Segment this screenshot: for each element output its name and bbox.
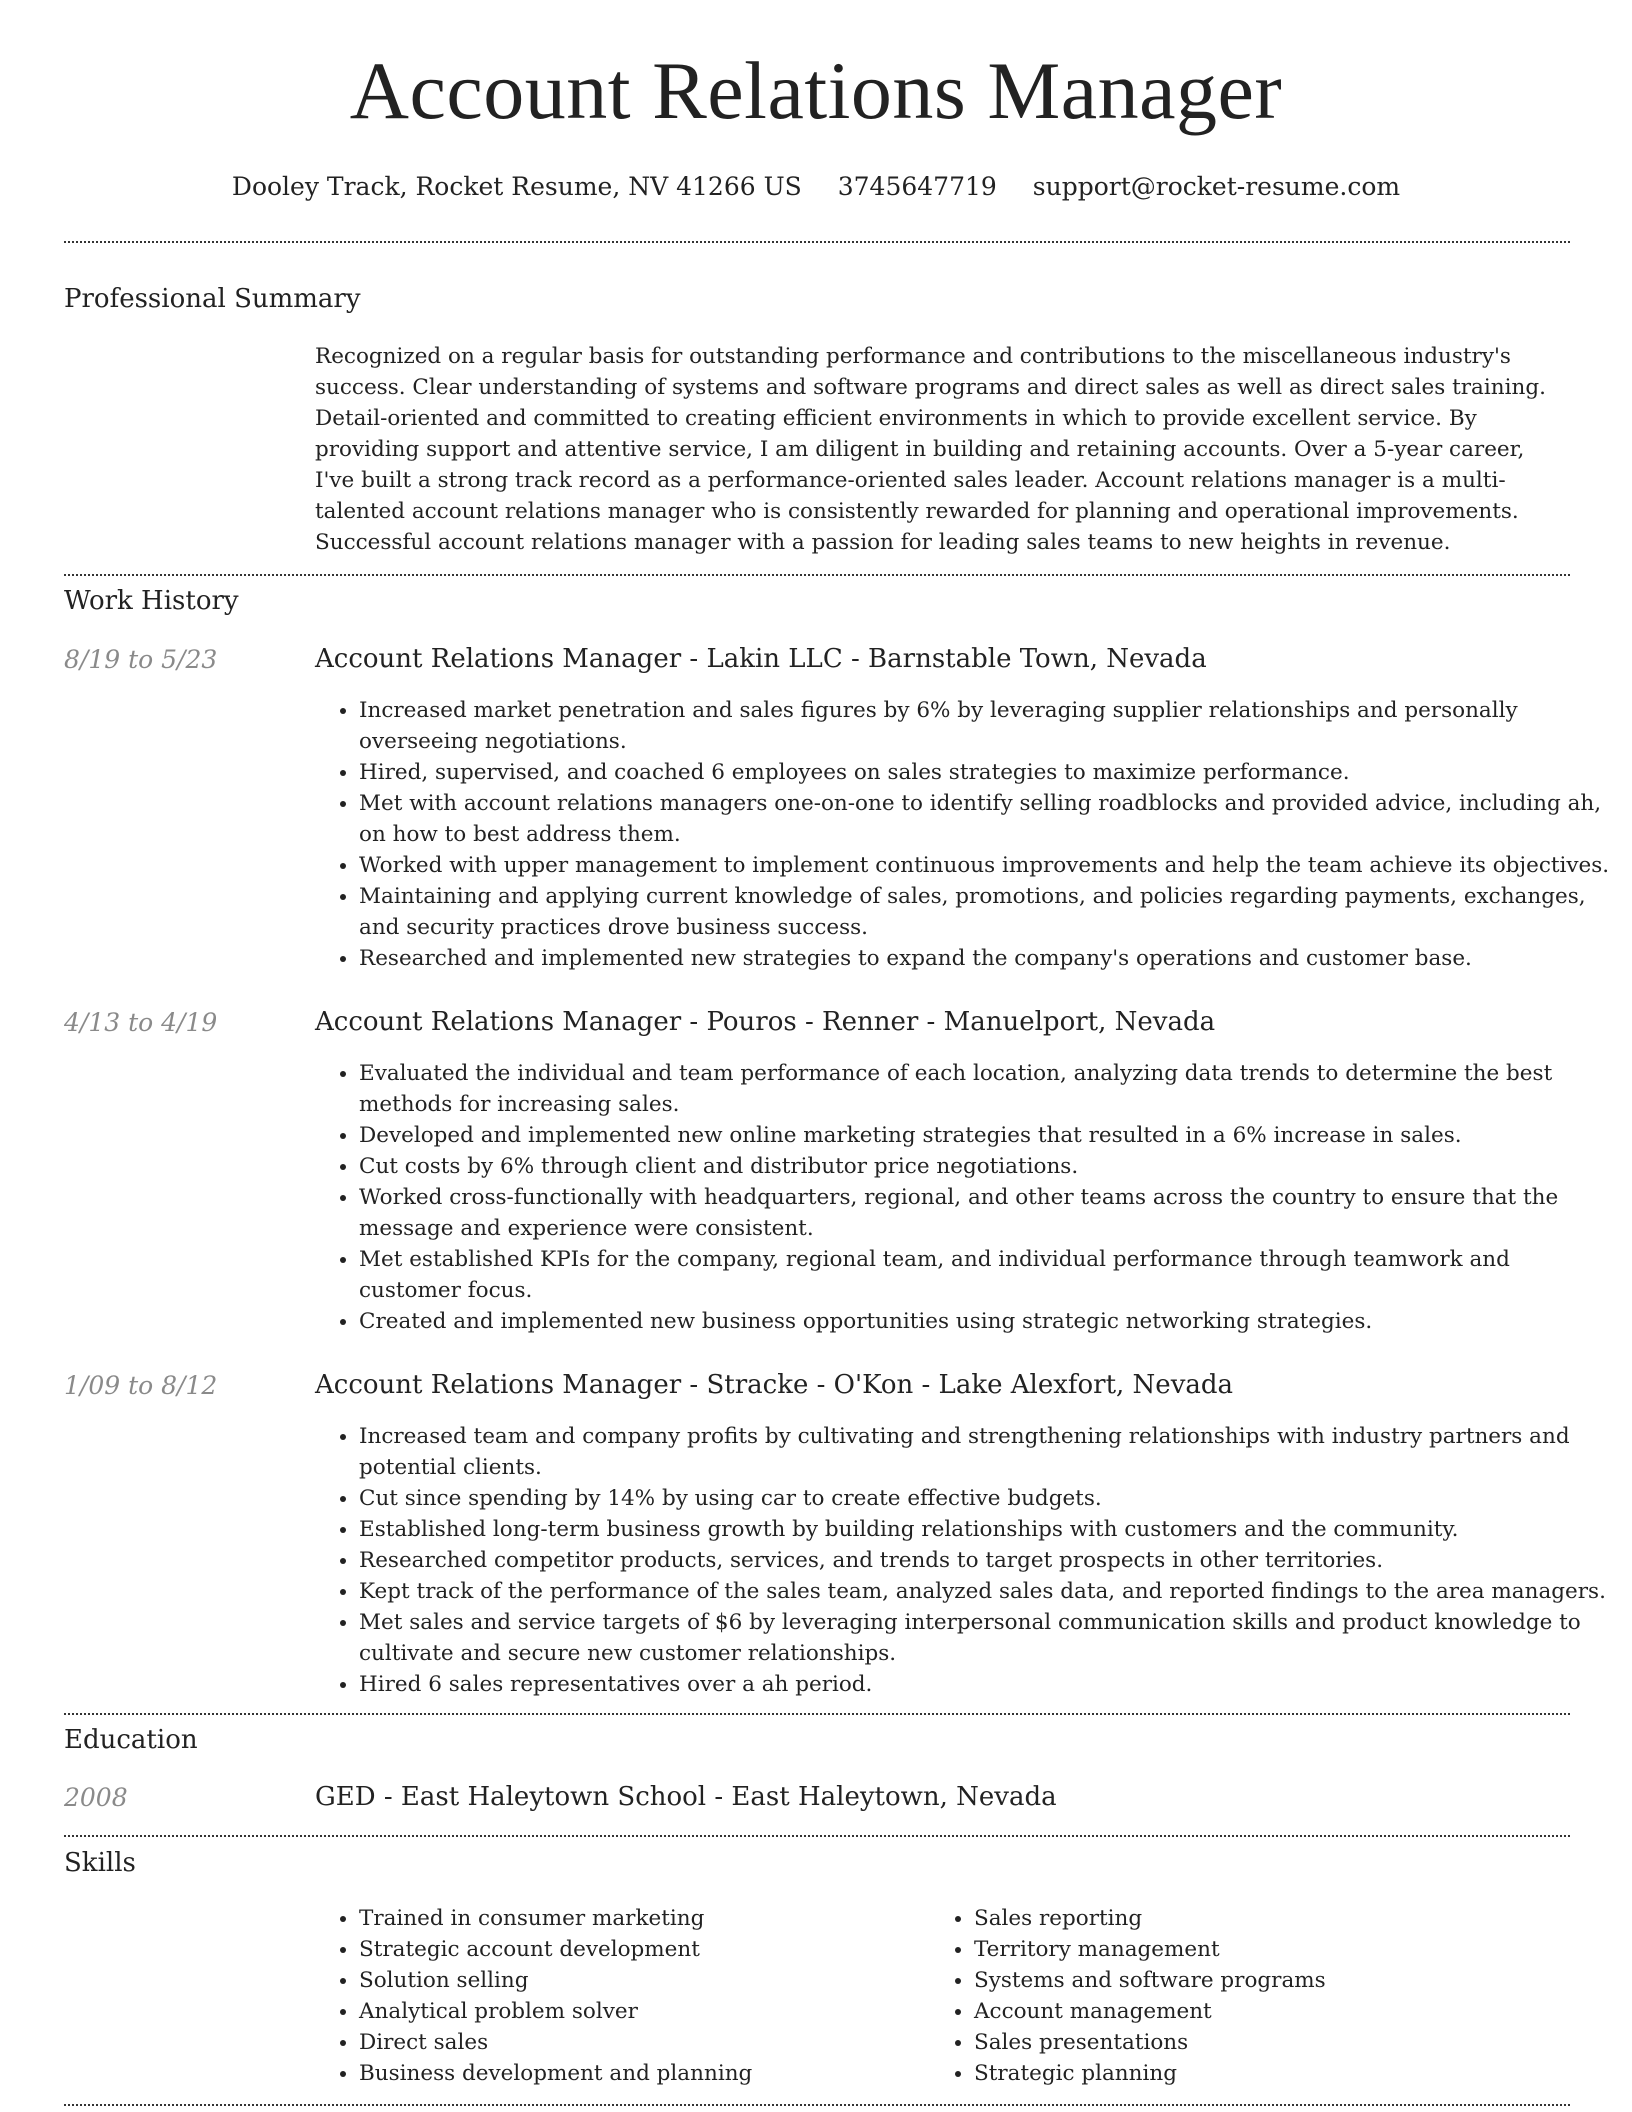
job-title: Account Relations Manager - Lakin LLC - Barnstable Town, Nevada: [315, 644, 1207, 674]
section-title-summary: Professional Summary: [64, 284, 361, 314]
skill-item: • Sales presentations: [974, 2027, 1574, 2058]
job-bullet: • Hired 6 sales representatives over a ah period.: [359, 1669, 1614, 1700]
skill-item: • Strategic planning: [974, 2058, 1574, 2089]
job-bullets: [315, 1421, 1614, 1700]
job-dates: 8/19 to 5/23: [64, 645, 218, 674]
divider: [64, 574, 1570, 576]
skill-item: • Territory management: [974, 1934, 1574, 1965]
job-bullet: • Cut since spending by 14% by using car to create effective budgets.: [359, 1483, 1614, 1514]
job-dates: 4/13 to 4/19: [64, 1008, 218, 1037]
job-bullet: • Cut costs by 6% through client and distributor price negotiations.: [359, 1151, 1614, 1182]
job-bullet: • Established long-term business growth by building relationships with customers and the community.: [359, 1514, 1614, 1545]
job-bullet: • Met sales and service targets of $6 by leveraging interpersonal communication skills and product knowledge to cultivate and secure new customer relationships.: [359, 1607, 1614, 1669]
contact-email: support@rocket-resume.com: [1032, 172, 1401, 201]
education-year: 2008: [64, 1783, 128, 1812]
contact-line: [0, 172, 1632, 201]
skills-list-left: [315, 1903, 919, 2089]
section-title-education: Education: [64, 1725, 198, 1755]
skill-item: • Strategic account development: [359, 1934, 919, 1965]
divider: [64, 2104, 1570, 2106]
skill-item: • Systems and software programs: [974, 1965, 1574, 1996]
skill-item: • Solution selling: [359, 1965, 919, 1996]
job-bullet: • Developed and implemented new online marketing strategies that resulted in a 6% increase in sales.: [359, 1120, 1614, 1151]
job-bullet: • Hired, supervised, and coached 6 employees on sales strategies to maximize performance.: [359, 757, 1614, 788]
job-bullet: • Researched competitor products, services, and trends to target prospects in other territories.: [359, 1545, 1614, 1576]
contact-phone: 3745647719: [837, 172, 997, 201]
section-title-skills: Skills: [64, 1848, 136, 1878]
job-bullet: • Worked cross-functionally with headquarters, regional, and other teams across the country to ensure that the message and experience were consistent.: [359, 1182, 1614, 1244]
job-bullet: • Met with account relations managers one-on-one to identify selling roadblocks and provided advice, including ah, on how to best address them.: [359, 788, 1614, 850]
job-bullet: • Increased team and company profits by cultivating and strengthening relationships with industry partners and potential clients.: [359, 1421, 1614, 1483]
job-title: Account Relations Manager - Stracke - O'Kon - Lake Alexfort, Nevada: [315, 1370, 1234, 1400]
candidate-name: Account Relations Manager: [349, 45, 1283, 136]
job-bullet: • Met established KPIs for the company, regional team, and individual performance through teamwork and customer focus.: [359, 1244, 1614, 1306]
education-entry: GED - East Haleytown School - East Haleytown, Nevada: [315, 1782, 1057, 1812]
skill-item: • Analytical problem solver: [359, 1996, 919, 2027]
job-title: Account Relations Manager - Pouros - Renner - Manuelport, Nevada: [315, 1007, 1216, 1037]
skill-item: • Account management: [974, 1996, 1574, 2027]
job-dates: 1/09 to 8/12: [64, 1371, 218, 1400]
divider: [64, 1713, 1570, 1715]
summary-text: Recognized on a regular basis for outstanding performance and contributions to the miscellaneous industry's success. Clear understanding of systems and software programs and direct sales as well as direct sales training. Detail-oriented and committed to creating efficient environments in which to provide excellent service. By providing support and attentive service, I am diligent in building and retaining accounts. Over a 5-year career, I've built a strong track record as a performance-oriented sales leader. Account relations manager is a multi-talented account relations manager who is consistently rewarded for planning and operational improvements. Successful account relations manager with a passion for leading sales teams to new heights in revenue.: [315, 344, 1546, 555]
divider: [64, 1835, 1570, 1837]
divider: [64, 241, 1570, 243]
job-bullets: [315, 1058, 1614, 1337]
job-bullet: • Maintaining and applying current knowledge of sales, promotions, and policies regarding payments, exchanges, and security practices drove business success.: [359, 881, 1614, 943]
job-bullet: • Researched and implemented new strategies to expand the company's operations and customer base.: [359, 943, 1614, 974]
section-title-work: Work History: [64, 586, 239, 616]
job-bullets: [315, 695, 1614, 974]
skills-list-right: [930, 1903, 1574, 2089]
job-bullet: • Increased market penetration and sales figures by 6% by leveraging supplier relationships and personally overseeing negotiations.: [359, 695, 1614, 757]
job-bullet: • Created and implemented new business opportunities using strategic networking strategies.: [359, 1306, 1614, 1337]
skill-item: • Trained in consumer marketing: [359, 1903, 919, 1934]
job-bullet: • Worked with upper management to implement continuous improvements and help the team achieve its objectives.: [359, 850, 1614, 881]
skill-item: • Business development and planning: [359, 2058, 919, 2089]
skill-item: • Sales reporting: [974, 1903, 1574, 1934]
contact-address: Dooley Track, Rocket Resume, NV 41266 US: [231, 172, 802, 201]
job-bullet: • Kept track of the performance of the sales team, analyzed sales data, and reported findings to the area managers.: [359, 1576, 1614, 1607]
job-bullet: • Evaluated the individual and team performance of each location, analyzing data trends to determine the best methods for increasing sales.: [359, 1058, 1614, 1120]
skill-item: • Direct sales: [359, 2027, 919, 2058]
